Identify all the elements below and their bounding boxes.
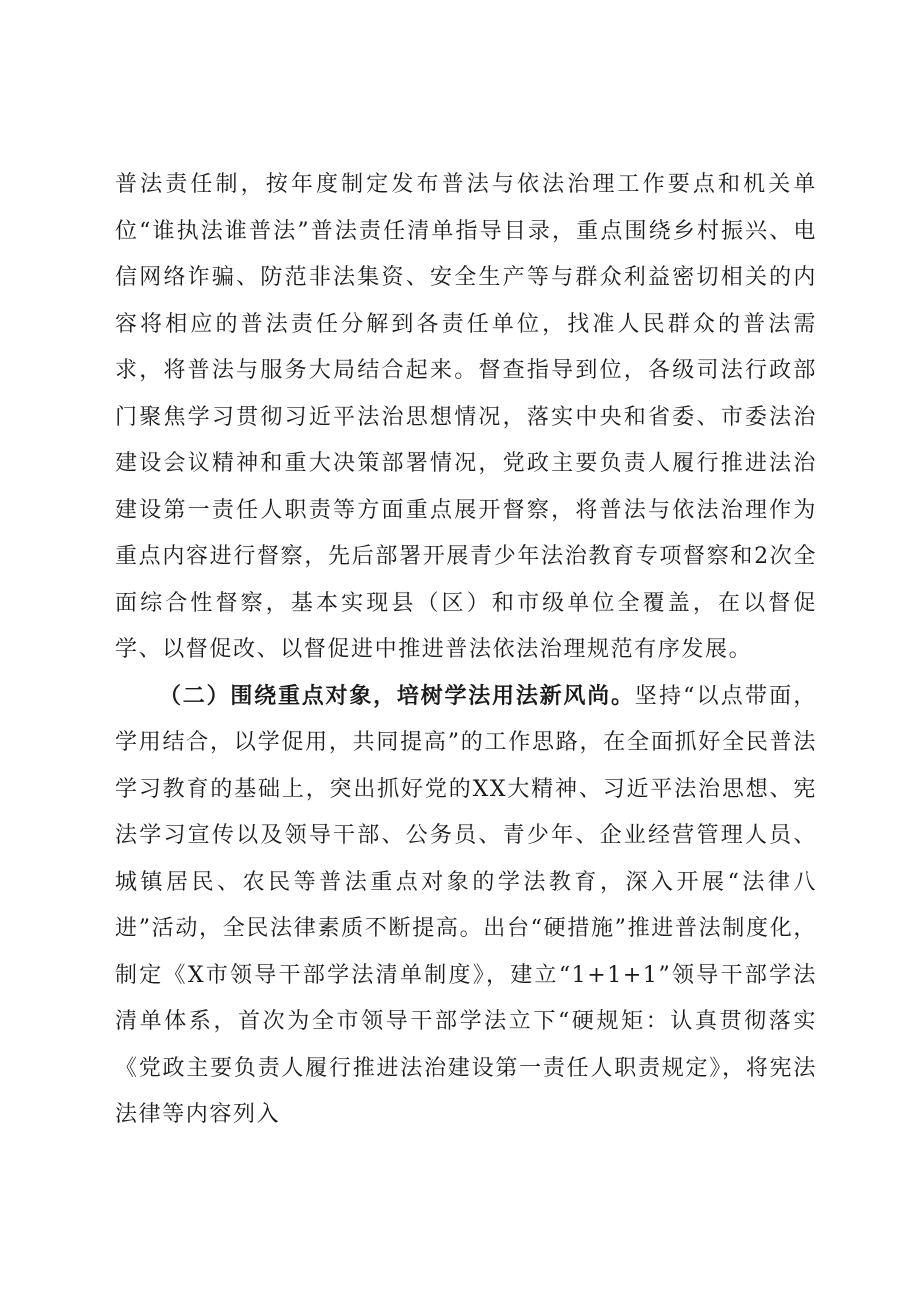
document-body <box>115 162 817 1139</box>
paragraph-2-body: 坚持“以点带面，学用结合，以学促用，共同提高”的工作思路，在全面抓好全民普法学习教育的基础上，突出抓好党的XX大精神、习近平法治思想、宪法学习宣传以及领导干部、公务员、青少年、企业经营管理人员、城镇居民、农民等普法重点对象的学法教育，深入开展“法律八进”活动，全民法律素质不断提高。出台“硬措施”推进普法制度化，制定《X市领导干部学法清单制度》，建立“1+1+1”领导干部学法清单体系，首次为全市领导干部学法立下“硬规矩：认真贯彻落实《党政主要负责人履行推进法治建设第一责任人职责规定》，将宪法法律等内容列入 <box>115 683 817 1127</box>
section-heading: （二）围绕重点对象，培树学法用法新风尚。 <box>159 683 635 709</box>
paragraph-2 <box>115 674 817 1139</box>
paragraph-1: 普法责任制，按年度制定发布普法与依法治理工作要点和机关单位“谁执法谁普法”普法责任清单指导目录，重点围绕乡村振兴、电信网络诈骗、防范非法集资、安全生产等与群众利益密切相关的内容将相应的普法责任分解到各责任单位，找准人民群众的普法需求，将普法与服务大局结合起来。督查指导到位，各级司法行政部门聚焦学习贯彻习近平法治思想情况，落实中央和省委、市委法治建设会议精神和重大决策部署情况，党政主要负责人履行推进法治建设第一责任人职责等方面重点展开督察，将普法与依法治理作为重点内容进行督察，先后部署开展青少年法治教育专项督察和2次全面综合性督察，基本实现县（区）和市级单位全覆盖，在以督促学、以督促改、以督促进中推进普法依法治理规范有序发展。 <box>115 172 817 662</box>
